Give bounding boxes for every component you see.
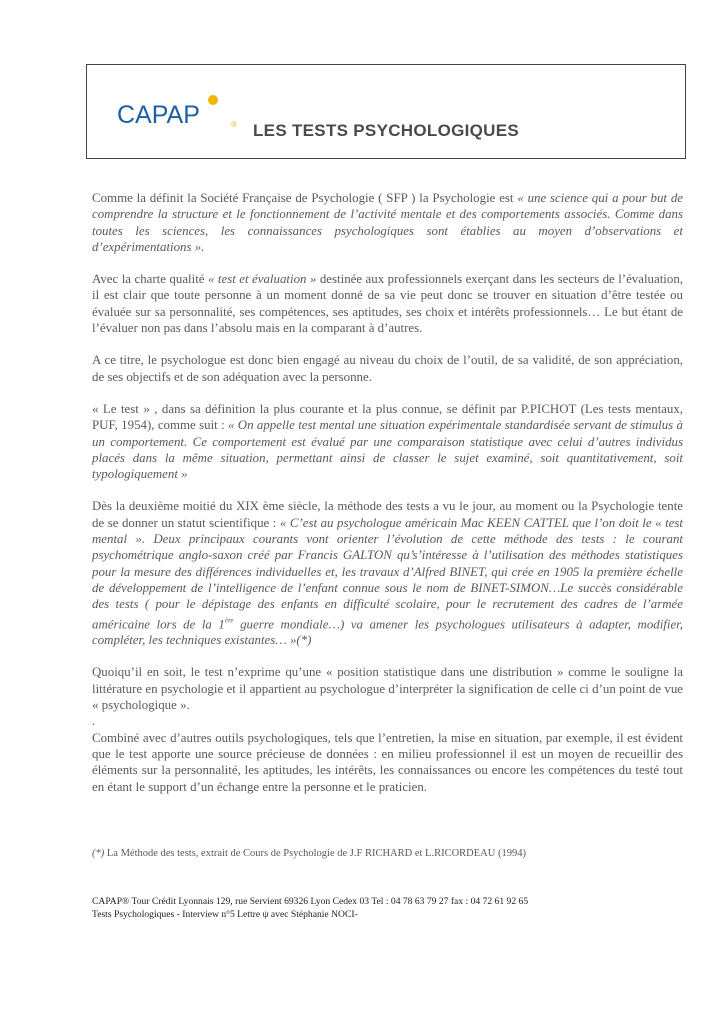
paragraph-charte-qualite	[92, 271, 683, 336]
quote-run: « test et évaluation »	[207, 272, 317, 287]
footnote-mark: (*)	[92, 848, 105, 859]
document-body	[92, 190, 683, 811]
quote-run: « une science qui a pour but de comprendre la structure et le fonctionnement de l’activité mentale et des comportements associés. Comme dans toutes les sciences, les connaissances psychologiques sont établies au moyen d’observations et d’expérimentations ».	[92, 191, 683, 254]
footnote-text: La Méthode des tests, extrait de Cours de Psychologie de J.F RICHARD et L.RICORDEAU (1994)	[104, 848, 526, 859]
logo-dot-icon	[208, 95, 218, 105]
quote-run: « C’est au psychologue américain Mac KEEN CATTEL que l’on doit le « test mental ». Deux principaux courants vont orienter l’évolution de cette méthode des tests : le courant psychométrique anglo-saxon créé par Francis GALTON qu’s’intéresse à l’utilisation des méthodes statistiques pour la mesure des différences individuelles et, les travaux d’Alfred BINET, qui crée en 1905 la première échelle de développement de l’intelligence de l’enfant connue sous le nom de BINET-SIMON…Le succès considérable des tests ( pour le dépistage des enfants en difficulté scolaire, pour le recrutement des cadres de l’armée américaine lors de la 1	[92, 515, 683, 631]
text-run: Avec la charte qualité	[92, 272, 208, 287]
paragraph-combine: Combiné avec d’autres outils psychologiques, tels que l’entretien, la mise en situation, par exemple, il est évident que le test apporte une source précieuse de données : en milieu professionnel il est un moyen de recueillir des éléments sur la personnalité, les aptitudes, les intérêts, les connaissances ou encore les compétences du testé tout en étant le support d’un échange entre la personne et le praticien.	[92, 730, 683, 794]
page-title: LES TESTS PSYCHOLOGIQUES	[253, 121, 520, 140]
text-run: Comme la définit la Société Française de Psychologie ( SFP ) la Psychologie est	[92, 191, 518, 205]
paragraph-sfp-definition	[92, 190, 683, 255]
page-footer	[92, 895, 528, 921]
header-box	[86, 64, 686, 159]
text-run: destinée aux professionnels exerçant dans les secteurs de l’évaluation, il est clair que toute personne à un moment donné de sa vie peut donc se trouver en situation d’être testée ou évaluée sur sa personnalité, ses compétences, ses aptitudes, ses choix et intérêts professionnels… Le but étant de l’évaluer non pas dans l’absolu mais en la comparant à d’autres.	[92, 272, 683, 336]
logo-text: CAPAP	[117, 101, 200, 129]
paragraph-psychologue-role: A ce titre, le psychologue est donc bien engagé au niveau du choix de l’outil, de sa validité, de son appréciation, de ses objectifs et de son adéquation avec la personne.	[92, 353, 683, 384]
stray-dot: .	[92, 714, 96, 729]
footer-address: CAPAP® Tour Crédit Lyonnais 129, rue Servient 69326 Lyon Cedex 03 Tel : 04 78 63 79 27 fax : 04 72 61 92 65	[92, 896, 529, 907]
logo-registered-mark: ®	[231, 120, 237, 129]
quote-run: « On appelle test mental une situation expérimentale standardisée servant de stimulus à un comportement. Ce comportement est évalué par une comparaison statistique avec celui d’autres individus placés dans la même situation, permettant ainsi de classer le sujet examiné, soit quantitativement, soit typologiquement »	[92, 418, 683, 482]
paragraph-test-definition	[92, 401, 683, 482]
capap-logo	[117, 93, 237, 143]
footnote	[92, 848, 526, 859]
paragraph-statistique: Quoiqu’il en soit, le test n’exprime qu’une « position statistique dans une distribution » comme le souligne la littérature en psychologie et il appartient au psychologue d’interpréter la signification de celle ci d’un point de vue « psychologique ».	[92, 665, 683, 713]
quote-run: guerre mondiale…) va amener les psychologues utilisateurs à adapter, modifier, compléter, les techniques existantes… »(*)	[92, 616, 683, 648]
paragraph-history	[92, 498, 683, 648]
footer-reference: Tests Psychologiques - Interview n°5 Lettre ψ avec Stéphanie NOCI-	[92, 909, 358, 920]
text-run: « Le test » , dans sa définition la plus courante et la plus connue, se définit par P.PICHOT (Les tests mentaux, PUF, 1954), comme suit :	[92, 401, 683, 433]
superscript: ère	[224, 616, 234, 625]
text-run: Dès la deuxième moitié du XIX ème siècle, la méthode des tests a vu le jour, au moment ou la Psychologie tente de se donner un statut scientifique :	[92, 499, 683, 530]
